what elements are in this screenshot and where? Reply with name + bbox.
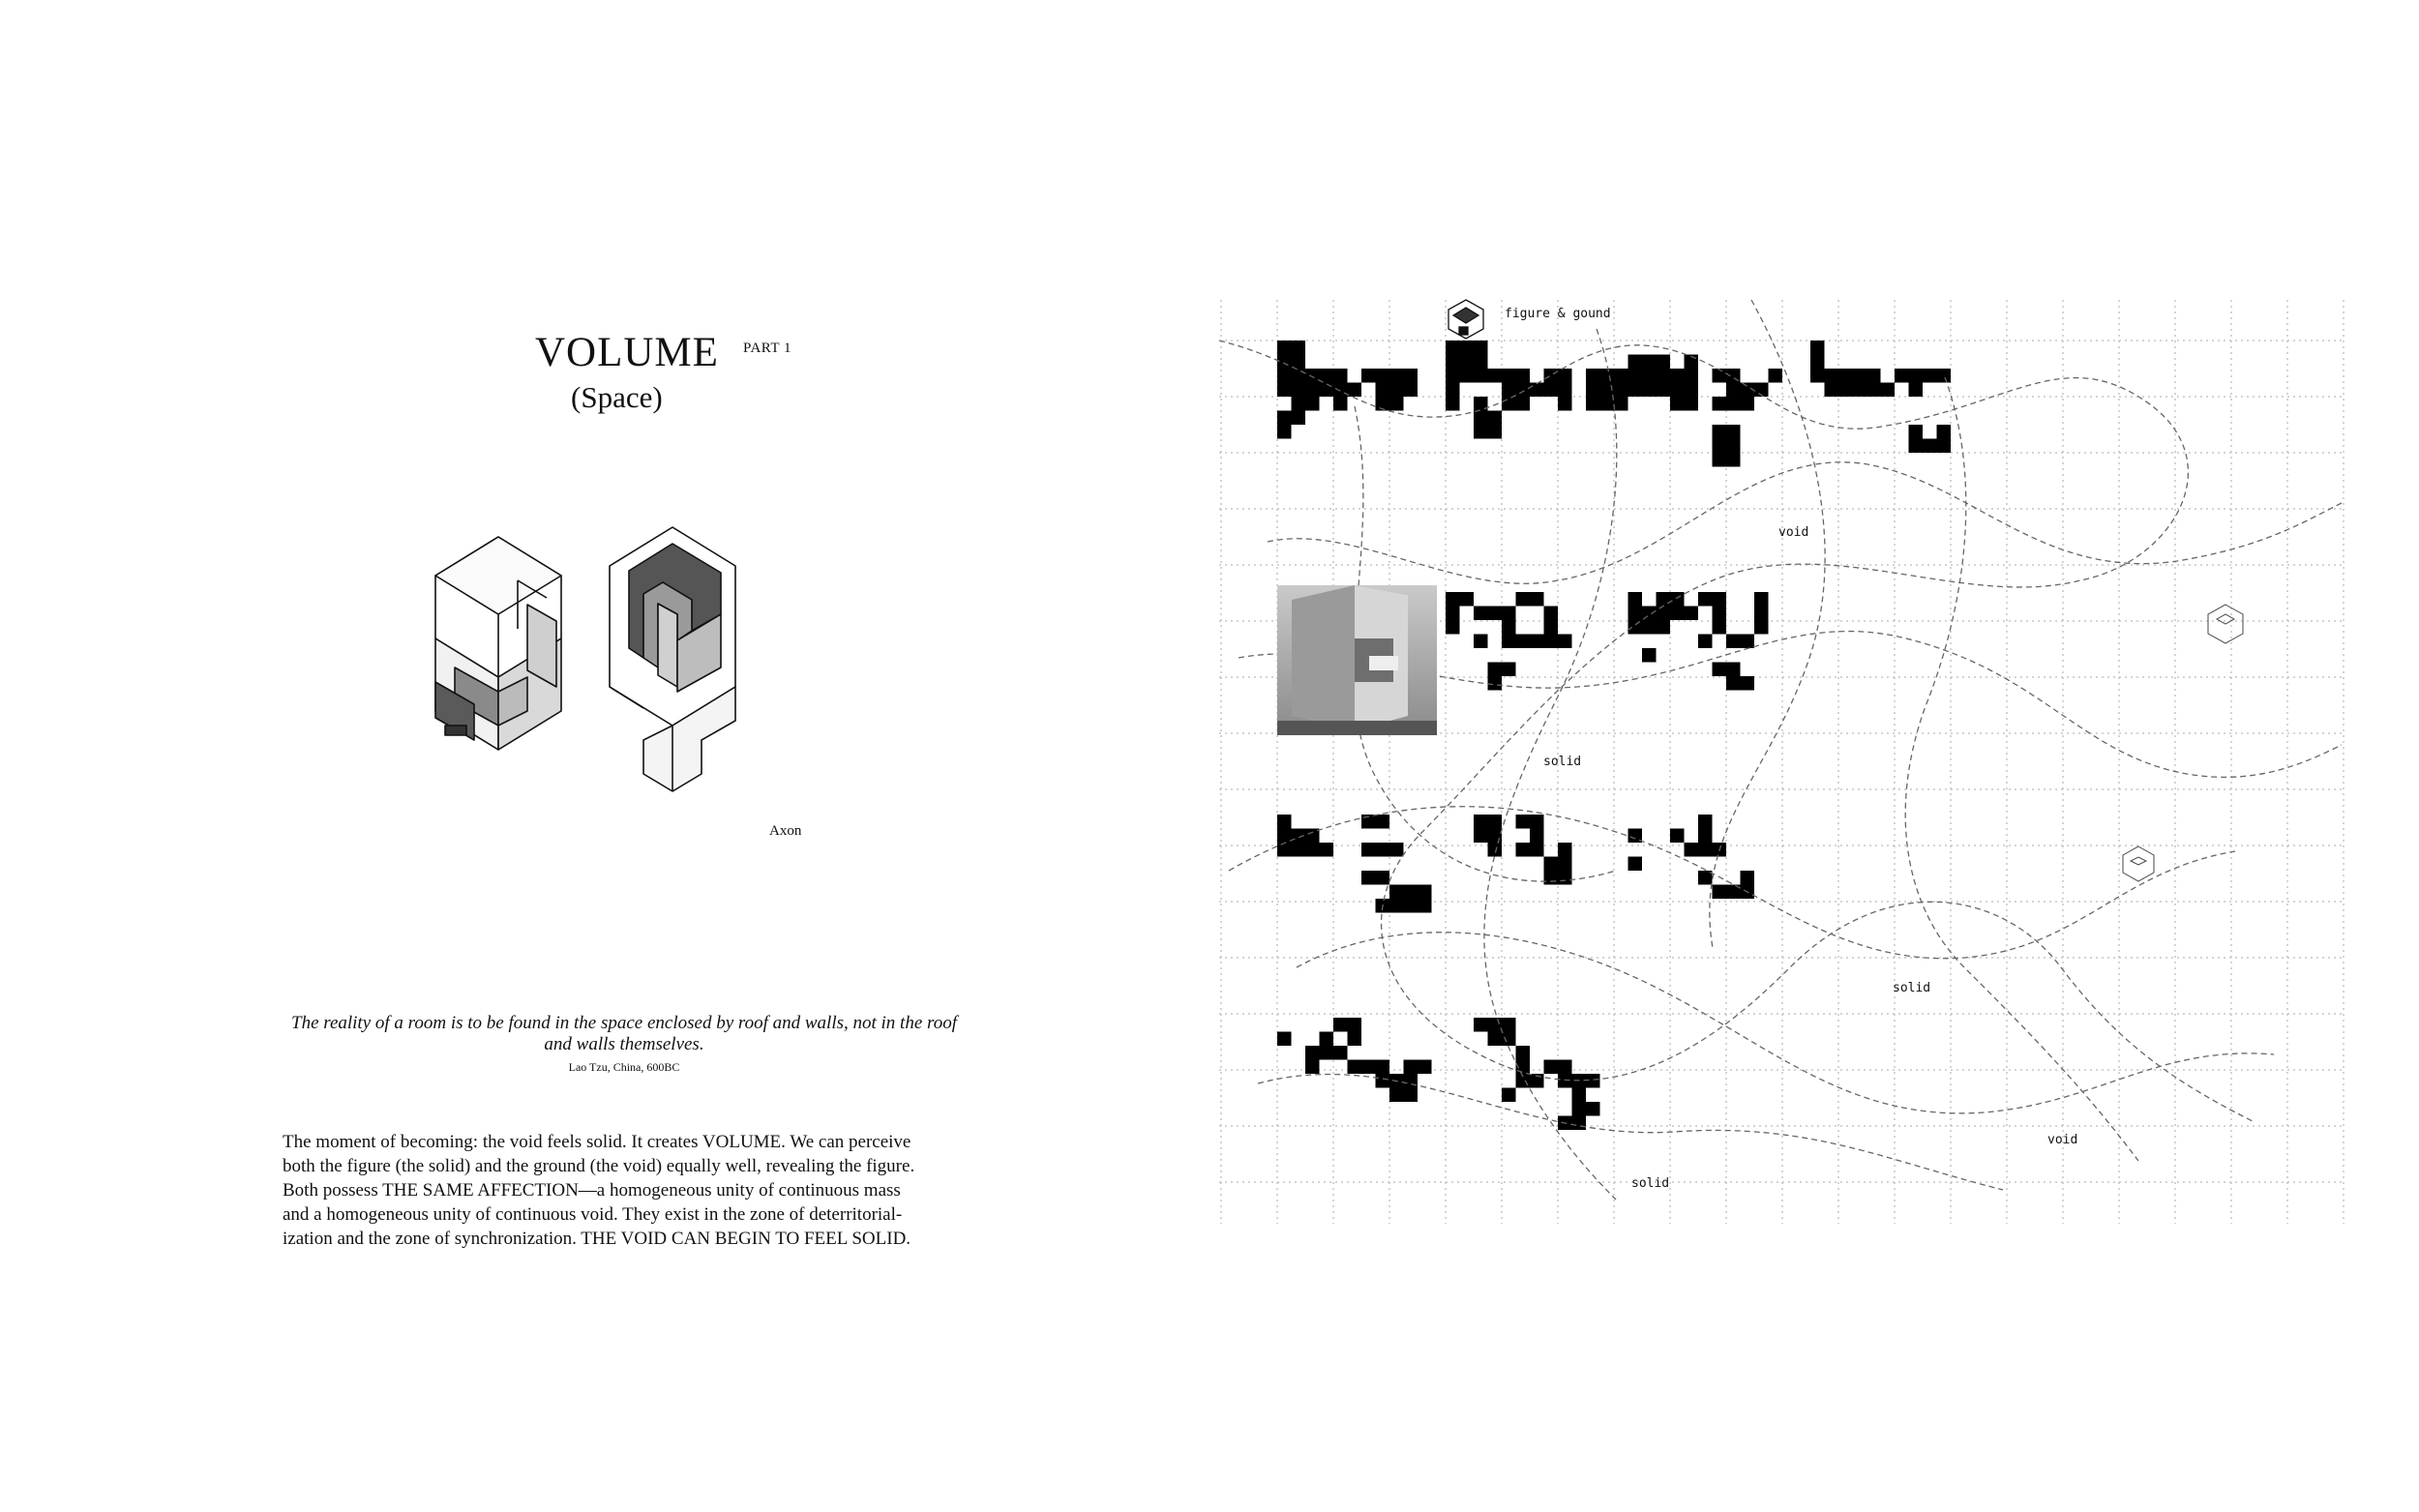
solid-block bbox=[1502, 635, 1544, 649]
page-title: VOLUME bbox=[535, 330, 719, 375]
solid-block bbox=[1825, 383, 1867, 398]
solid-block bbox=[1292, 829, 1320, 857]
solid-block bbox=[1389, 885, 1432, 900]
solid-block bbox=[1544, 1060, 1572, 1075]
solid-block bbox=[1488, 369, 1516, 383]
solid-block bbox=[1853, 369, 1881, 383]
solid-block bbox=[1333, 369, 1348, 411]
solid-block bbox=[1333, 1018, 1361, 1032]
solid-block bbox=[1305, 1060, 1320, 1075]
solid-block bbox=[1909, 383, 1924, 398]
solid-block bbox=[1488, 676, 1503, 691]
solid-block bbox=[1937, 425, 1952, 439]
solid-block bbox=[1895, 369, 1923, 383]
solid-block bbox=[1277, 425, 1292, 439]
cube-icon bbox=[2208, 605, 2243, 643]
solid-block bbox=[1544, 635, 1572, 649]
solid-block bbox=[1572, 1088, 1587, 1116]
solid-block bbox=[1277, 411, 1305, 426]
part-label: PART 1 bbox=[743, 341, 792, 356]
solid-block bbox=[1516, 592, 1544, 607]
solid-block bbox=[1558, 843, 1572, 857]
solid-block bbox=[1361, 369, 1404, 383]
solid-block bbox=[1628, 857, 1643, 872]
solid-block bbox=[1361, 1060, 1389, 1075]
label-void: void bbox=[1778, 525, 1809, 540]
solid-block bbox=[1628, 592, 1643, 635]
solid-block bbox=[1488, 1032, 1503, 1047]
solid-block bbox=[1348, 383, 1362, 398]
solid-block bbox=[1657, 592, 1671, 635]
body-line: ization and the zone of synchronization. THE VOID CAN BEGIN TO FEEL SOLID. bbox=[283, 1229, 911, 1249]
quote-attribution: Lao Tzu, China, 600BC bbox=[568, 1060, 680, 1074]
solid-block bbox=[1320, 843, 1334, 857]
solid-block bbox=[1685, 843, 1699, 857]
page-subtitle: (Space) bbox=[571, 380, 663, 414]
solid-block bbox=[1474, 635, 1488, 649]
solid-block bbox=[1446, 383, 1460, 411]
solid-block bbox=[1446, 341, 1460, 369]
solid-block bbox=[1713, 425, 1741, 439]
solid-block bbox=[1376, 383, 1404, 411]
solid-block bbox=[1586, 1102, 1600, 1116]
figure-ground-diagram bbox=[1210, 290, 2351, 1233]
solid-block bbox=[1642, 369, 1670, 397]
figure-caption: Axon bbox=[769, 823, 802, 839]
solid-block bbox=[1670, 369, 1698, 411]
solid-block bbox=[1713, 369, 1741, 383]
solid-block bbox=[1558, 383, 1572, 411]
body-line: both the figure (the solid) and the ground (the void) equally well, revealing the figure. bbox=[283, 1156, 915, 1176]
solid-block bbox=[1404, 1060, 1432, 1075]
solid-block bbox=[1474, 815, 1488, 829]
label-solid: solid bbox=[1631, 1176, 1670, 1191]
solid-block bbox=[1726, 676, 1754, 691]
solid-block bbox=[1348, 1032, 1362, 1047]
solid-block bbox=[1277, 815, 1292, 857]
solid-block bbox=[1810, 369, 1853, 383]
solid-block bbox=[1544, 857, 1572, 885]
solid-block bbox=[1713, 607, 1727, 635]
axon-drawings bbox=[402, 522, 856, 832]
cube-icon bbox=[1448, 300, 1483, 339]
axon-solid-drawing bbox=[435, 537, 561, 750]
solid-block bbox=[1348, 1060, 1362, 1075]
solid-block bbox=[1488, 663, 1516, 677]
solid-block bbox=[1544, 607, 1559, 635]
solid-block bbox=[1389, 1088, 1418, 1103]
solid-block bbox=[1277, 341, 1305, 369]
solid-block bbox=[1698, 592, 1726, 607]
solid-block bbox=[1642, 648, 1657, 663]
label-solid: solid bbox=[1893, 981, 1931, 995]
model-photo bbox=[1277, 585, 1437, 735]
solid-block bbox=[1670, 607, 1698, 621]
axon-void-drawing bbox=[610, 527, 735, 791]
solid-block bbox=[1586, 369, 1628, 411]
solid-block bbox=[1502, 607, 1516, 635]
label-figure-ground: figure & gound bbox=[1505, 307, 1611, 321]
solid-block bbox=[1277, 1032, 1292, 1047]
solid-block bbox=[1460, 341, 1488, 369]
solid-block bbox=[1516, 815, 1544, 829]
solid-block bbox=[1446, 592, 1460, 635]
solid-block bbox=[1713, 663, 1741, 677]
cube-icon bbox=[2123, 846, 2154, 881]
solid-block bbox=[1670, 592, 1685, 607]
body-line: and a homogeneous unity of continuous void. They exist in the zone of deterritorial- bbox=[283, 1204, 903, 1225]
solid-block bbox=[1670, 829, 1685, 844]
solid-block bbox=[1305, 1046, 1348, 1060]
solid-block bbox=[1713, 397, 1741, 411]
solid-block bbox=[1867, 383, 1895, 398]
body-line: Both possess THE SAME AFFECTION—a homogeneous unity of continuous mass bbox=[283, 1180, 901, 1201]
solid-block bbox=[1516, 843, 1531, 857]
solid-block bbox=[1488, 815, 1503, 857]
solid-block bbox=[1474, 607, 1502, 621]
solid-block bbox=[1320, 1032, 1334, 1047]
solid-block bbox=[1628, 369, 1643, 397]
solid-block bbox=[1292, 369, 1306, 383]
solid-block bbox=[1502, 1088, 1516, 1103]
epigraph-quote: The reality of a room is to be found in the space enclosed by roof and walls, not in the roof and walls themselves. bbox=[291, 1013, 957, 1054]
solid-block bbox=[1404, 369, 1419, 397]
solid-block bbox=[1628, 355, 1671, 370]
solid-block bbox=[1754, 592, 1769, 635]
solid-block bbox=[1909, 425, 1924, 439]
solid-block bbox=[1810, 341, 1825, 369]
solid-block bbox=[1713, 439, 1741, 467]
solid-block bbox=[1460, 592, 1475, 607]
solid-block bbox=[1446, 369, 1488, 383]
solid-block bbox=[1516, 369, 1531, 397]
solid-block bbox=[1474, 411, 1502, 439]
solid-block bbox=[1642, 607, 1657, 635]
solid-block bbox=[1502, 1018, 1516, 1046]
solid-block bbox=[1361, 843, 1404, 857]
solid-block bbox=[1698, 635, 1713, 649]
solid-block bbox=[1502, 397, 1530, 411]
body-paragraph bbox=[283, 1130, 984, 1251]
label-solid: solid bbox=[1543, 755, 1582, 769]
label-void: void bbox=[2047, 1133, 2078, 1147]
solid-block bbox=[1277, 369, 1292, 383]
solid-block bbox=[1769, 369, 1783, 383]
solid-block bbox=[1361, 871, 1389, 885]
body-line: The moment of becoming: the void feels solid. It creates VOLUME. We can perceive bbox=[283, 1132, 911, 1152]
solid-block bbox=[1530, 829, 1544, 857]
solid-block bbox=[1726, 635, 1754, 649]
solid-block bbox=[1698, 815, 1713, 857]
solid-block bbox=[1909, 439, 1952, 454]
solid-block bbox=[1292, 397, 1320, 411]
solid-block bbox=[1741, 871, 1755, 899]
